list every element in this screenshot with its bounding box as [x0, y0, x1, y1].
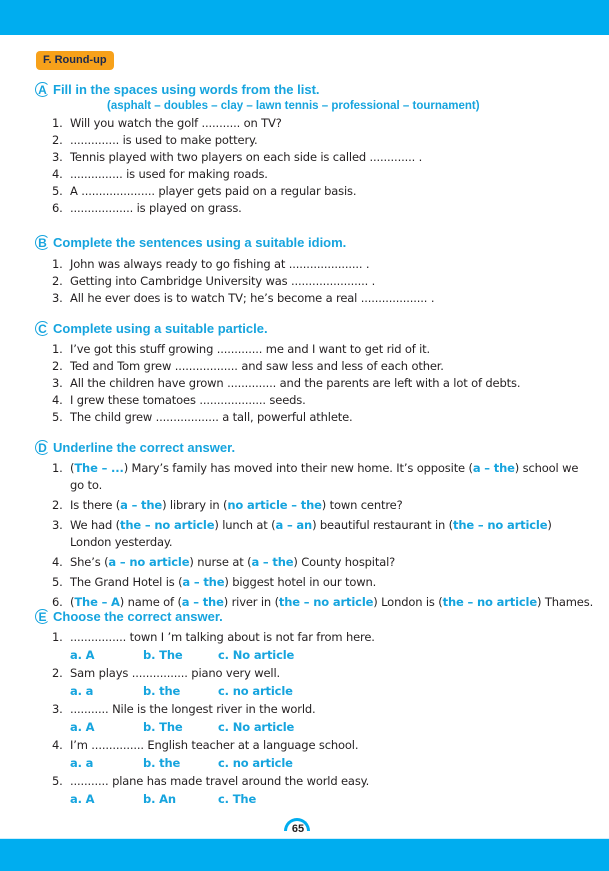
- item-text: ) Mary’s family has moved into their new home. It’s opposite (: [123, 461, 473, 475]
- answer-choice[interactable]: a – the: [182, 575, 225, 589]
- item-text: (: [70, 595, 75, 609]
- answer-choice[interactable]: a – the: [472, 461, 515, 475]
- list-item: [52, 132, 595, 149]
- item-text: Getting into Cambridge University was ...................... .: [70, 274, 376, 288]
- answer-option[interactable]: b. The: [143, 720, 183, 734]
- list-item: [52, 166, 595, 183]
- answer-options: [70, 754, 595, 773]
- word-list: (asphalt – doubles – clay – lawn tennis – professional – tournament): [107, 100, 480, 112]
- item-number: 6.: [52, 201, 63, 215]
- section-letter-icon: E: [35, 609, 50, 624]
- item-number: 1.: [52, 257, 63, 271]
- list-item: [52, 273, 595, 290]
- section-b-heading: [35, 233, 595, 251]
- question-text: ........... Nile is the longest river in the world.: [70, 702, 316, 716]
- list-item: [52, 200, 595, 217]
- item-text: ) library in (: [162, 498, 228, 512]
- item-text: Is there (: [70, 498, 121, 512]
- section-b: [35, 233, 595, 307]
- section-e-title: Choose the correct answer.: [53, 608, 223, 624]
- item-text: ) town centre?: [321, 498, 403, 512]
- section-d: [35, 438, 595, 614]
- answer-option[interactable]: c. no article: [218, 684, 293, 698]
- item-number: 1.: [52, 116, 63, 130]
- section-letter-icon: A: [35, 82, 50, 97]
- item-text: ) name of (: [119, 595, 182, 609]
- item-text: ) Thames.: [537, 595, 594, 609]
- section-e-heading: [35, 607, 595, 625]
- section-c-title: Complete using a suitable particle.: [53, 320, 268, 336]
- item-number: 1.: [52, 342, 63, 356]
- list-item: [52, 554, 595, 571]
- answer-choice[interactable]: a – an: [275, 518, 313, 532]
- section-d-items: [35, 460, 595, 611]
- list-item: [52, 665, 595, 701]
- item-text: ) river in (: [223, 595, 279, 609]
- item-number: 4.: [52, 555, 63, 569]
- item-text: ) nurse at (: [189, 555, 252, 569]
- item-text: ) beautiful restaurant in (: [312, 518, 453, 532]
- item-number: 2.: [52, 274, 63, 288]
- answer-choice[interactable]: no article – the: [227, 498, 322, 512]
- section-c-heading: [35, 319, 595, 337]
- list-item: [52, 409, 595, 426]
- item-text: .............. is used to make pottery.: [70, 133, 258, 147]
- list-item: [52, 149, 595, 166]
- item-text: .................. is played on grass.: [70, 201, 242, 215]
- item-number: 1.: [52, 461, 63, 475]
- header-band: [0, 0, 609, 35]
- answer-option[interactable]: a. A: [70, 648, 95, 662]
- list-item: [52, 392, 595, 409]
- page-number-badge: [284, 816, 312, 838]
- item-number: 3.: [52, 150, 63, 164]
- list-item: [52, 701, 595, 737]
- item-text: (: [70, 461, 75, 475]
- item-text: Tennis played with two players on each side is called ............. .: [70, 150, 423, 164]
- list-item: [52, 183, 595, 200]
- question-text: ........... plane has made travel around the world easy.: [70, 774, 370, 788]
- section-a-title: Fill in the spaces using words from the list.: [53, 81, 320, 97]
- answer-option[interactable]: c. The: [218, 792, 257, 806]
- answer-choice[interactable]: the – no article: [278, 595, 374, 609]
- answer-option[interactable]: b. the: [143, 684, 181, 698]
- section-b-items: [35, 256, 595, 307]
- list-item: [52, 115, 595, 132]
- list-item: [52, 460, 595, 494]
- answer-option[interactable]: c. No article: [218, 720, 295, 734]
- item-number: 4.: [52, 738, 63, 752]
- item-number: 3.: [52, 518, 63, 532]
- item-text: ) biggest hotel in our town.: [224, 575, 377, 589]
- item-text: She’s (: [70, 555, 109, 569]
- list-item: [52, 517, 595, 551]
- answer-choice[interactable]: The – A: [74, 595, 120, 609]
- section-e: [35, 607, 595, 809]
- section-letter-icon: B: [35, 235, 50, 250]
- answer-option[interactable]: b. The: [143, 648, 183, 662]
- item-text: ) London yesterday.: [70, 518, 552, 549]
- question-text: ................ town I ’m talking about is not far from here.: [70, 630, 375, 644]
- item-text: We had (: [70, 518, 121, 532]
- list-item: [52, 629, 595, 665]
- answer-option[interactable]: c. no article: [218, 756, 293, 770]
- item-text: The child grew .................. a tall, powerful athlete.: [70, 410, 353, 424]
- section-a: [35, 80, 595, 217]
- item-number: 5.: [52, 774, 63, 788]
- item-text: The Grand Hotel is (: [70, 575, 183, 589]
- item-text: ) school we go to.: [70, 461, 579, 492]
- item-number: 2.: [52, 359, 63, 373]
- answer-option[interactable]: c. No article: [218, 648, 295, 662]
- page-number: 65: [291, 823, 305, 835]
- footer-band: [0, 838, 609, 871]
- answer-choice[interactable]: a – the: [181, 595, 224, 609]
- list-item: [52, 358, 595, 375]
- answer-option[interactable]: a. A: [70, 720, 95, 734]
- item-text: I’ve got this stuff growing ............. me and I want to get rid of it.: [70, 342, 431, 356]
- answer-choice[interactable]: a – the: [120, 498, 163, 512]
- section-e-items: [35, 629, 595, 809]
- item-number: 3.: [52, 291, 63, 305]
- section-a-items: [35, 115, 595, 217]
- section-letter-icon: D: [35, 440, 50, 455]
- item-number: 6.: [52, 595, 63, 609]
- item-text: ............... is used for making roads.: [70, 167, 268, 181]
- answer-option[interactable]: b. An: [143, 792, 176, 806]
- answer-options: [70, 790, 595, 809]
- item-number: 1.: [52, 630, 63, 644]
- answer-options: [70, 718, 595, 737]
- item-text: All the children have grown .............. and the parents are left with a lot of debts.: [70, 376, 521, 390]
- item-text: ) County hospital?: [293, 555, 396, 569]
- answer-choice[interactable]: the – no article: [442, 595, 537, 609]
- list-item: [52, 256, 595, 273]
- answer-option[interactable]: a. a: [70, 684, 94, 698]
- answer-options: [70, 646, 595, 665]
- section-letter-icon: C: [35, 321, 50, 336]
- item-text: A ..................... player gets paid on a regular basis.: [70, 184, 357, 198]
- list-item: [52, 497, 595, 514]
- answer-option[interactable]: a. A: [70, 792, 95, 806]
- question-text: I’m ............... English teacher at a language school.: [70, 738, 359, 752]
- section-c-items: [35, 341, 595, 426]
- round-up-badge: F. Round-up: [36, 51, 114, 70]
- list-item: [52, 574, 595, 591]
- list-item: [52, 375, 595, 392]
- item-text: ) lunch at (: [214, 518, 276, 532]
- item-number: 3.: [52, 376, 63, 390]
- item-number: 3.: [52, 702, 63, 716]
- item-number: 2.: [52, 666, 63, 680]
- answer-choice[interactable]: the – no article: [120, 518, 215, 532]
- section-d-heading: [35, 438, 595, 456]
- list-item: [52, 737, 595, 773]
- answer-option[interactable]: b. the: [143, 756, 181, 770]
- item-text: Ted and Tom grew .................. and saw less and less of each other.: [70, 359, 444, 373]
- question-text: Sam plays ................ piano very well.: [70, 666, 281, 680]
- item-text: Will you watch the golf ........... on TV?: [70, 116, 282, 130]
- section-c: [35, 319, 595, 426]
- item-number: 2.: [52, 498, 63, 512]
- answer-option[interactable]: a. a: [70, 756, 94, 770]
- answer-choice[interactable]: The – ...: [74, 461, 124, 475]
- item-number: 5.: [52, 575, 63, 589]
- list-item: [52, 341, 595, 358]
- item-text: ) London is (: [373, 595, 443, 609]
- answer-choice[interactable]: a – no article: [108, 555, 190, 569]
- list-item: [52, 773, 595, 809]
- list-item: [52, 290, 595, 307]
- answer-options: [70, 682, 595, 701]
- answer-choice[interactable]: a – the: [251, 555, 294, 569]
- section-b-title: Complete the sentences using a suitable idiom.: [53, 234, 347, 250]
- item-text: All he ever does is to watch TV; he’s become a real ................... .: [70, 291, 435, 305]
- item-number: 4.: [52, 393, 63, 407]
- item-number: 5.: [52, 410, 63, 424]
- item-number: 2.: [52, 133, 63, 147]
- item-number: 4.: [52, 167, 63, 181]
- section-a-heading: [35, 80, 595, 98]
- item-text: I grew these tomatoes ................... seeds.: [70, 393, 306, 407]
- answer-choice[interactable]: the – no article: [453, 518, 548, 532]
- item-number: 5.: [52, 184, 63, 198]
- item-text: John was always ready to go fishing at ..................... .: [70, 257, 370, 271]
- section-d-title: Underline the correct answer.: [53, 439, 236, 455]
